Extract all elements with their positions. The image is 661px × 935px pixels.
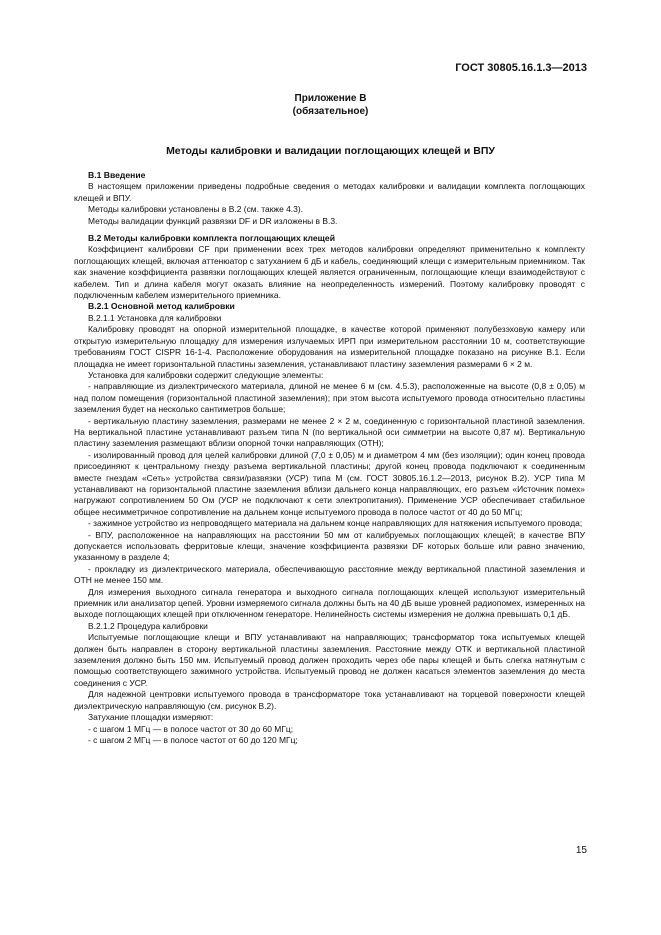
paragraph: - с шагом 1 МГц — в полосе частот от 30 до 60 МГц; xyxy=(88,723,294,734)
paragraph: - ВПУ, расположенное на направляющих на расстоянии 50 мм от калибруемых поглощающих клещей; в качестве ВПУ допускается использовать ферритовые клещи, значение коэффициента развязки DF которых больше или равно значению, указанному в разделе 4; xyxy=(74,529,585,563)
annex-heading xyxy=(0,92,661,118)
paragraph: В.2.1.1 Установка для калибровки xyxy=(88,312,222,323)
paragraph: В.2.1.2 Процедура калибровки xyxy=(88,620,208,631)
paragraph: - с шагом 2 МГц — в полосе частот от 60 до 120 МГц; xyxy=(88,734,298,745)
paragraph: Методы валидации функций развязки DF и DR изложены в В.3. xyxy=(88,215,338,226)
paragraph: Затухание площадки измеряют: xyxy=(88,712,214,723)
page-number: 15 xyxy=(575,845,587,856)
paragraph: Для измерения выходного сигнала генератора и выходного сигнала поглощающих клещей используют измерительный приемник или анализатор цепей. Уровни измеряемого сигнала должны быть на 40 дБ выше уровней радиопомех, измеренных на выходе поглощающих клещей при отключенном генераторе. Нелинейность системы измерения не должна превышать 0,1 дБ. xyxy=(74,586,585,620)
paragraph: - вертикальную пластину заземления, размерами не менее 2 × 2 м, соединенную с горизонтальной пластиной заземления. На вертикальной пластине устанавливают разъем типа N (по вертикальной оси симметрии на высоте 0,87 м). Вертикальную пластину заземления размещают вблизи опорной точки направляющих (ОТН); xyxy=(74,415,585,449)
section-title: Методы калибровки и валидации поглощающих клещей и ВПУ xyxy=(166,145,495,157)
paragraph: Калибровку проводят на опорной измерительной площадке, в качестве которой применяют полубезэховую камеру или открытую измерительную площадку для измерения излучаемых ИРП при измерительном расстоянии 10 м, соответствующие требованиям ГОСТ CISPR 16-1-4. Расположение оборудования на измерительной площадке показано на рисунке В.1. Если площадка не имеет горизонтальной пластины заземления, устанавливают пластину заземления размерами 6 × 2 м. xyxy=(74,324,585,369)
paragraph: Методы калибровки установлены в В.2 (см. также 4.3). xyxy=(88,204,303,215)
paragraph: В настоящем приложении приведены подробные сведения о методах калибровки и валидации комплекта поглощающих клещей и ВПУ. xyxy=(74,181,585,203)
paragraph: Коэффициент калибровки CF при применении всех трех методов калибровки определяют применительно к комплекту поглощающих клещей, включая аттенюатор с затуханием 6 дБ и кабель, соединяющий клещи с измерительным приемником. Так как значение коэффициента развязки поглощающих клещей является ограниченным, поглощающие клещи взаимодействуют с кабелем. Тип и длина кабеля могут оказать влияние на неопределенность измерений. Поэтому калибровку проводят с подключенным кабелем измерительного приемника. xyxy=(74,244,585,301)
section-heading: В.1 Введение xyxy=(88,170,146,180)
section-heading: В.2.1 Основной метод калибровки xyxy=(88,301,235,312)
paragraph: Установка для калибровки содержит следующие элементы: xyxy=(88,369,324,380)
annex-title: Приложение В xyxy=(294,93,367,104)
document-body xyxy=(74,170,585,746)
paragraph: - прокладку из диэлектрического материала, обеспечивающую расстояние между вертикальной пластиной заземления и ОТН не менее 150 мм. xyxy=(74,563,585,586)
document-number: ГОСТ 30805.16.1.3—2013 xyxy=(455,62,587,74)
paragraph: - изолированный провод для целей калибровки длиной (7,0 ± 0,05) м и диаметром 4 мм (без изоляции); один конец провода присоединяют к центральному гнезду разъема вертикальной пластины; другой конец провода подключают к соединенным вместе гнездам «Сеть» устройства связи/развязки (УСР) типа М (см. ГОСТ 30805.16.1.2—2013, рисунок В.2). УСР типа М устанавливают на горизонтальной пластине заземления вблизи дальнего конца направляющих, его разъем «Источник помех» нагружают сопротивлением 50 Ом (УСР не подключают к сети электропитания). Применение УСР обеспечивает стабильное общее несимметричное сопротивление на дальнем конце испытуемого провода в полосе частот от 40 до 50 МГц; xyxy=(74,449,585,517)
section-heading: В.2 Методы калибровки комплекта поглощающих клещей xyxy=(88,233,335,244)
paragraph: - направляющие из диэлектрического материала, длиной не менее 6 м (см. 4.5.3), расположенные на высоте (0,8 ± 0,05) м над полом помещения (горизонтальной пластиной заземления); при этом высота испытуемого провода относительно пластины заземления будет на несколько сантиметров больше; xyxy=(74,381,585,415)
paragraph: - зажимное устройство из непроводящего материала на дальнем конце направляющих для натяжения испытуемого провода; xyxy=(88,518,583,529)
annex-status: (обязательное) xyxy=(292,106,369,117)
paragraph: Для надежной центровки испытуемого провода в трансформаторе тока устанавливают на торцевой поверхности клещей диэлектрическую направляющую (см. рисунок В.2). xyxy=(74,689,585,711)
paragraph: Испытуемые поглощающие клещи и ВПУ устанавливают на направляющих; трансформатор тока испытуемых клещей должен быть направлен в сторону вертикальной пластины заземления. Расстояние между ОТК и вертикальной пластиной заземления должно быть 150 мм. Испытуемый провод должен проходить через обе пары клещей и быть слегка натянутым с помощью соответствующего зажимного устройства. Испытуемый провод не должен касаться элементов заземления до места соединения с УСР. xyxy=(74,632,585,688)
